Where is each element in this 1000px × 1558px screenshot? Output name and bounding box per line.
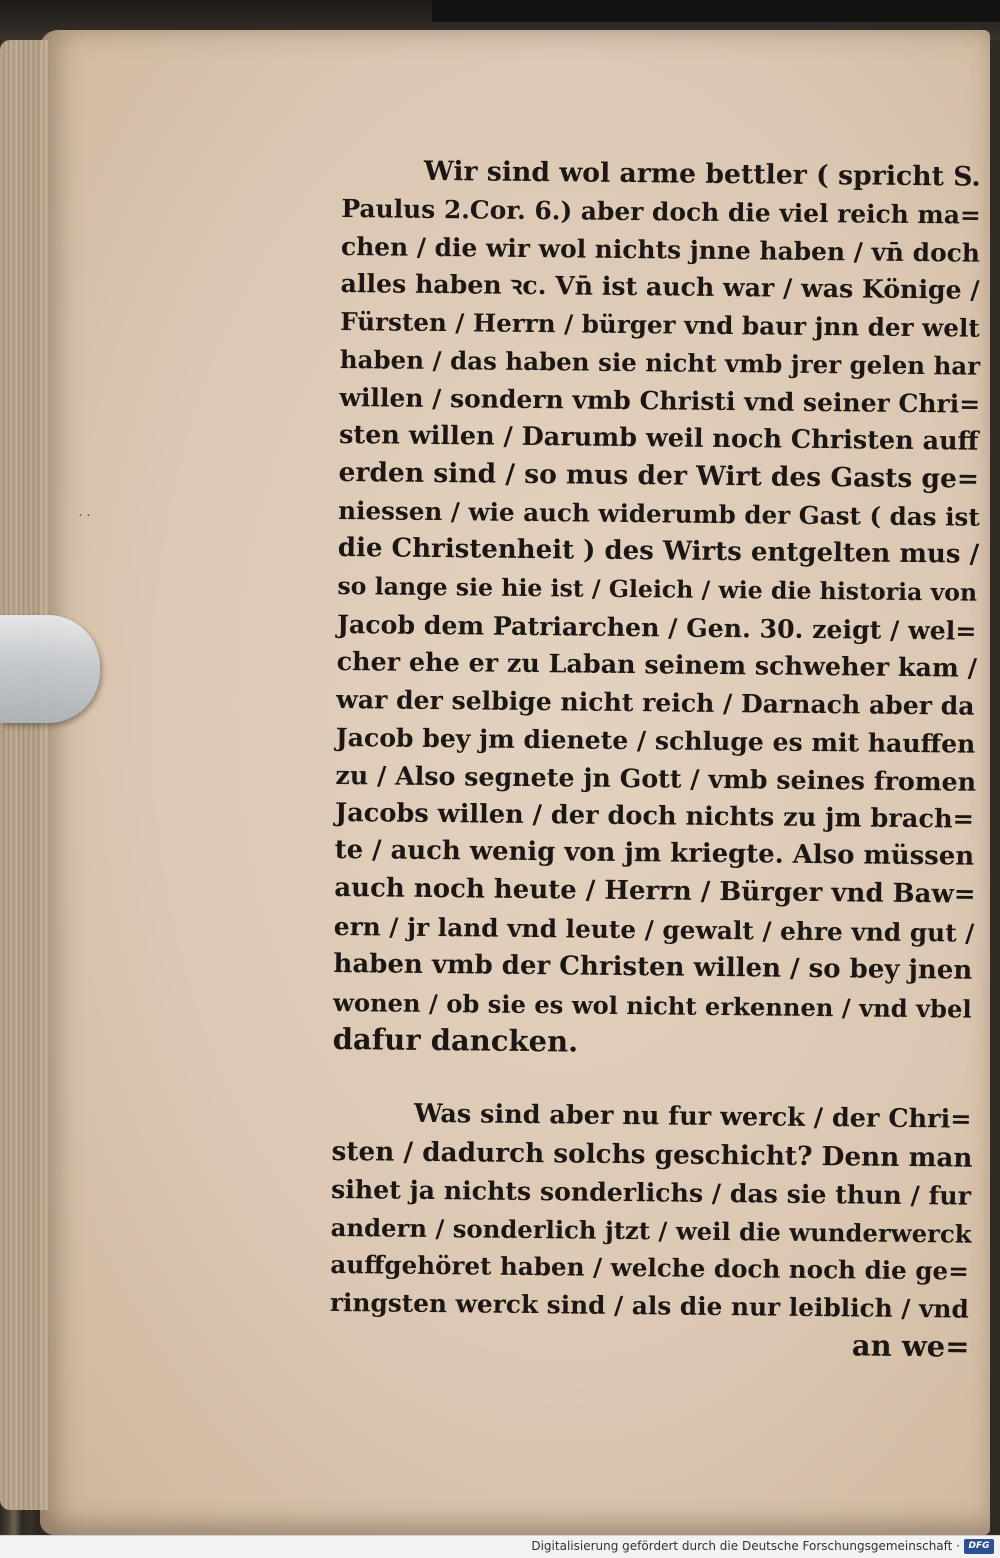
text-line: haben / das haben sie nicht vmb jrer gelen har — [339, 344, 981, 381]
text-line: te / auch wenig von jm kriegte. Also müssen — [334, 835, 975, 873]
text-line: andern / sonderlich jtzt / weil die wunderwerck — [330, 1212, 972, 1249]
text-line: sten willen / Darumb weil noch Christen auff — [338, 419, 979, 457]
text-line: cher ehe er zu Laban seinem schweher kam / — [336, 646, 978, 684]
top-gap — [432, 0, 1000, 22]
text-line: war der selbige nicht reich / Darnach aber da — [336, 684, 975, 721]
footer-bar — [0, 1535, 1000, 1558]
text-line: Wir sind wol arme bettler ( spricht S. — [423, 155, 981, 193]
page-text — [329, 152, 982, 1366]
text-line: zu / Also segnete jn Gott / vmb seines fromen — [335, 759, 977, 797]
text-line: Jacob bey jm dienete / schluge es mit hauffen — [335, 721, 976, 759]
text-line: niessen / wie auch widerumb der Gast ( das ist — [338, 496, 980, 532]
text-line: erden sind / so mus der Wirt des Gasts ge= — [338, 457, 980, 496]
margin-mark: ˙˙ — [77, 513, 93, 529]
text-line: Jacobs willen / der doch nichts zu jm brach= — [334, 797, 975, 835]
text-line: chen / die wir wol nichts jnne haben / vn̄ doch — [340, 231, 981, 268]
text-line: Paulus 2.Cor. 6.) aber doch die viel reich ma= — [341, 193, 981, 230]
text-line: sihet ja nichts sonderlichs / das sie thun / fur — [330, 1173, 972, 1211]
paragraph-1 — [333, 152, 982, 1066]
text-line: auch noch heute / Herrn / Bürger vnd Baw= — [334, 873, 976, 910]
text-line: alles haben ꝛc. Vn̄ ist auch war / was Könige / — [340, 268, 980, 306]
dfg-logo: DFG — [964, 1539, 994, 1554]
text-line: ringsten werck sind / als die nur leiblich / vnd — [329, 1288, 969, 1324]
text-line: Jacob dem Patriarchen / Gen. 30. zeigt / wel= — [336, 608, 977, 646]
text-line: sten / dadurch solchs geschicht? Denn man — [331, 1135, 973, 1174]
text-line: so lange sie hie ist / Gleich / wie die historia von — [337, 571, 978, 607]
catchword: an we= — [851, 1328, 970, 1364]
text-line: die Christenheit ) des Wirts entgelten mus / — [337, 532, 980, 570]
bookmark-tab — [0, 615, 100, 723]
text-line: haben vmb der Christen willen / so bey jnen — [333, 948, 973, 986]
text-line: Fürsten / Herrn / bürger vnd baur jnn der welt — [340, 307, 980, 343]
text-line: dafur dancken. — [332, 1022, 579, 1059]
text-line: willen / sondern vmb Christi vnd seiner Chri= — [339, 382, 981, 419]
footer-credit: Digitalisierung gefördert durch die Deutsche Forschungsgemeinschaft · — [531, 1539, 960, 1553]
text-line: ern / jr land vnd leute / gewalt / ehre vnd gut / — [333, 911, 975, 948]
page-edges — [0, 40, 48, 1510]
text-line: wonen / ob sie es wol nicht erkennen / vnd vbel — [332, 987, 972, 1024]
text-line: Was sind aber nu fur werck / der Chri= — [413, 1098, 972, 1135]
paragraph-2 — [330, 1095, 972, 1328]
text-line: auffgehöret haben / welche doch noch die ge= — [330, 1250, 969, 1286]
